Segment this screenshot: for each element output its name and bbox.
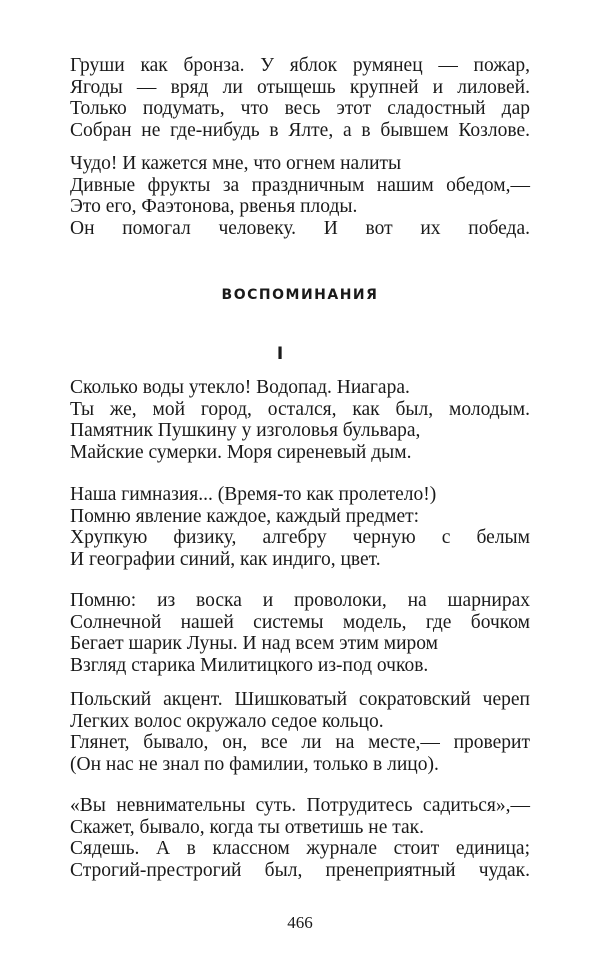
stanza-prev-1: [70, 55, 540, 141]
stanza-5: [70, 795, 540, 881]
poem-line: Глянет, бывало, он, все ли на месте,— проверит: [70, 732, 530, 754]
poem-line: Легких волос окружало седое кольцо.: [70, 710, 384, 732]
poem-line: Майские сумерки. Моря сиреневый дым.: [70, 441, 412, 463]
poem-line: И географии синий, как индиго, цвет.: [70, 548, 381, 570]
poem-line: Солнечной нашей системы модель, где бочком: [70, 611, 530, 633]
section-title: ВОСПОМИНАНИЯ: [221, 287, 379, 303]
poem-line: Бегает шарик Луны. И над всем этим миром: [70, 633, 439, 655]
poem-line: Собран не где-нибудь в Ялте, а в бывшем Козлове.: [70, 119, 530, 141]
poem-line: Памятник Пушкину у изголовья бульвара,: [70, 420, 421, 442]
poem-line: Хрупкую физику, алгебру черную с белым: [70, 527, 530, 549]
part-number: I: [276, 344, 284, 364]
poem-line: Помню явление каждое, каждый предмет:: [70, 505, 420, 527]
stanza-1: [70, 377, 540, 463]
poem-line: Груши как бронза. У яблок румянец — пожар,: [70, 55, 530, 76]
poem-line: Наша гимназия... (Время-то как пролетело!): [70, 484, 437, 505]
poem-line: Польский акцент. Шишковатый сократовский череп: [70, 689, 530, 710]
stanza-3: [70, 590, 540, 676]
stanza-2: [70, 484, 540, 570]
poem-line: Ягоды — вряд ли отыщешь крупней и лиловей.: [70, 76, 530, 98]
poem-line: Сядешь. А в классном журнале стоит единица;: [70, 838, 530, 860]
poem-line: «Вы невнимательны суть. Потрудитесь садиться»,—: [70, 795, 530, 816]
page-number: 466: [287, 913, 313, 932]
poem-line: Ты же, мой город, остался, как был, молодым.: [70, 398, 530, 420]
poem-line: Помню: из воска и проволоки, на шарнирах: [70, 590, 530, 611]
poem-line: Сколько воды утекло! Водопад. Ниагара.: [70, 377, 410, 398]
poem-line: Строгий-престрогий был, пренеприятный чудак.: [70, 859, 530, 881]
poem-line: Он помогал человеку. И вот их победа.: [70, 217, 530, 239]
poem-line: Чудо! И кажется мне, что огнем налиты: [70, 153, 402, 174]
poem-line: (Он нас не знал по фамилии, только в лицо).: [70, 753, 439, 775]
stanza-4: [70, 689, 540, 775]
poem-line: Скажет, бывало, когда ты ответишь не так.: [70, 816, 424, 838]
stanza-prev-2: [70, 153, 540, 239]
poem-line: Только подумать, что весь этот сладостный дар: [70, 98, 530, 120]
poem-line: Взгляд старика Милитицкого из-под очков.: [70, 654, 429, 676]
poem-line: Дивные фрукты за праздничным нашим обедом,—: [70, 174, 530, 196]
poem-line: Это его, Фаэтонова, рвенья плоды.: [70, 196, 358, 218]
